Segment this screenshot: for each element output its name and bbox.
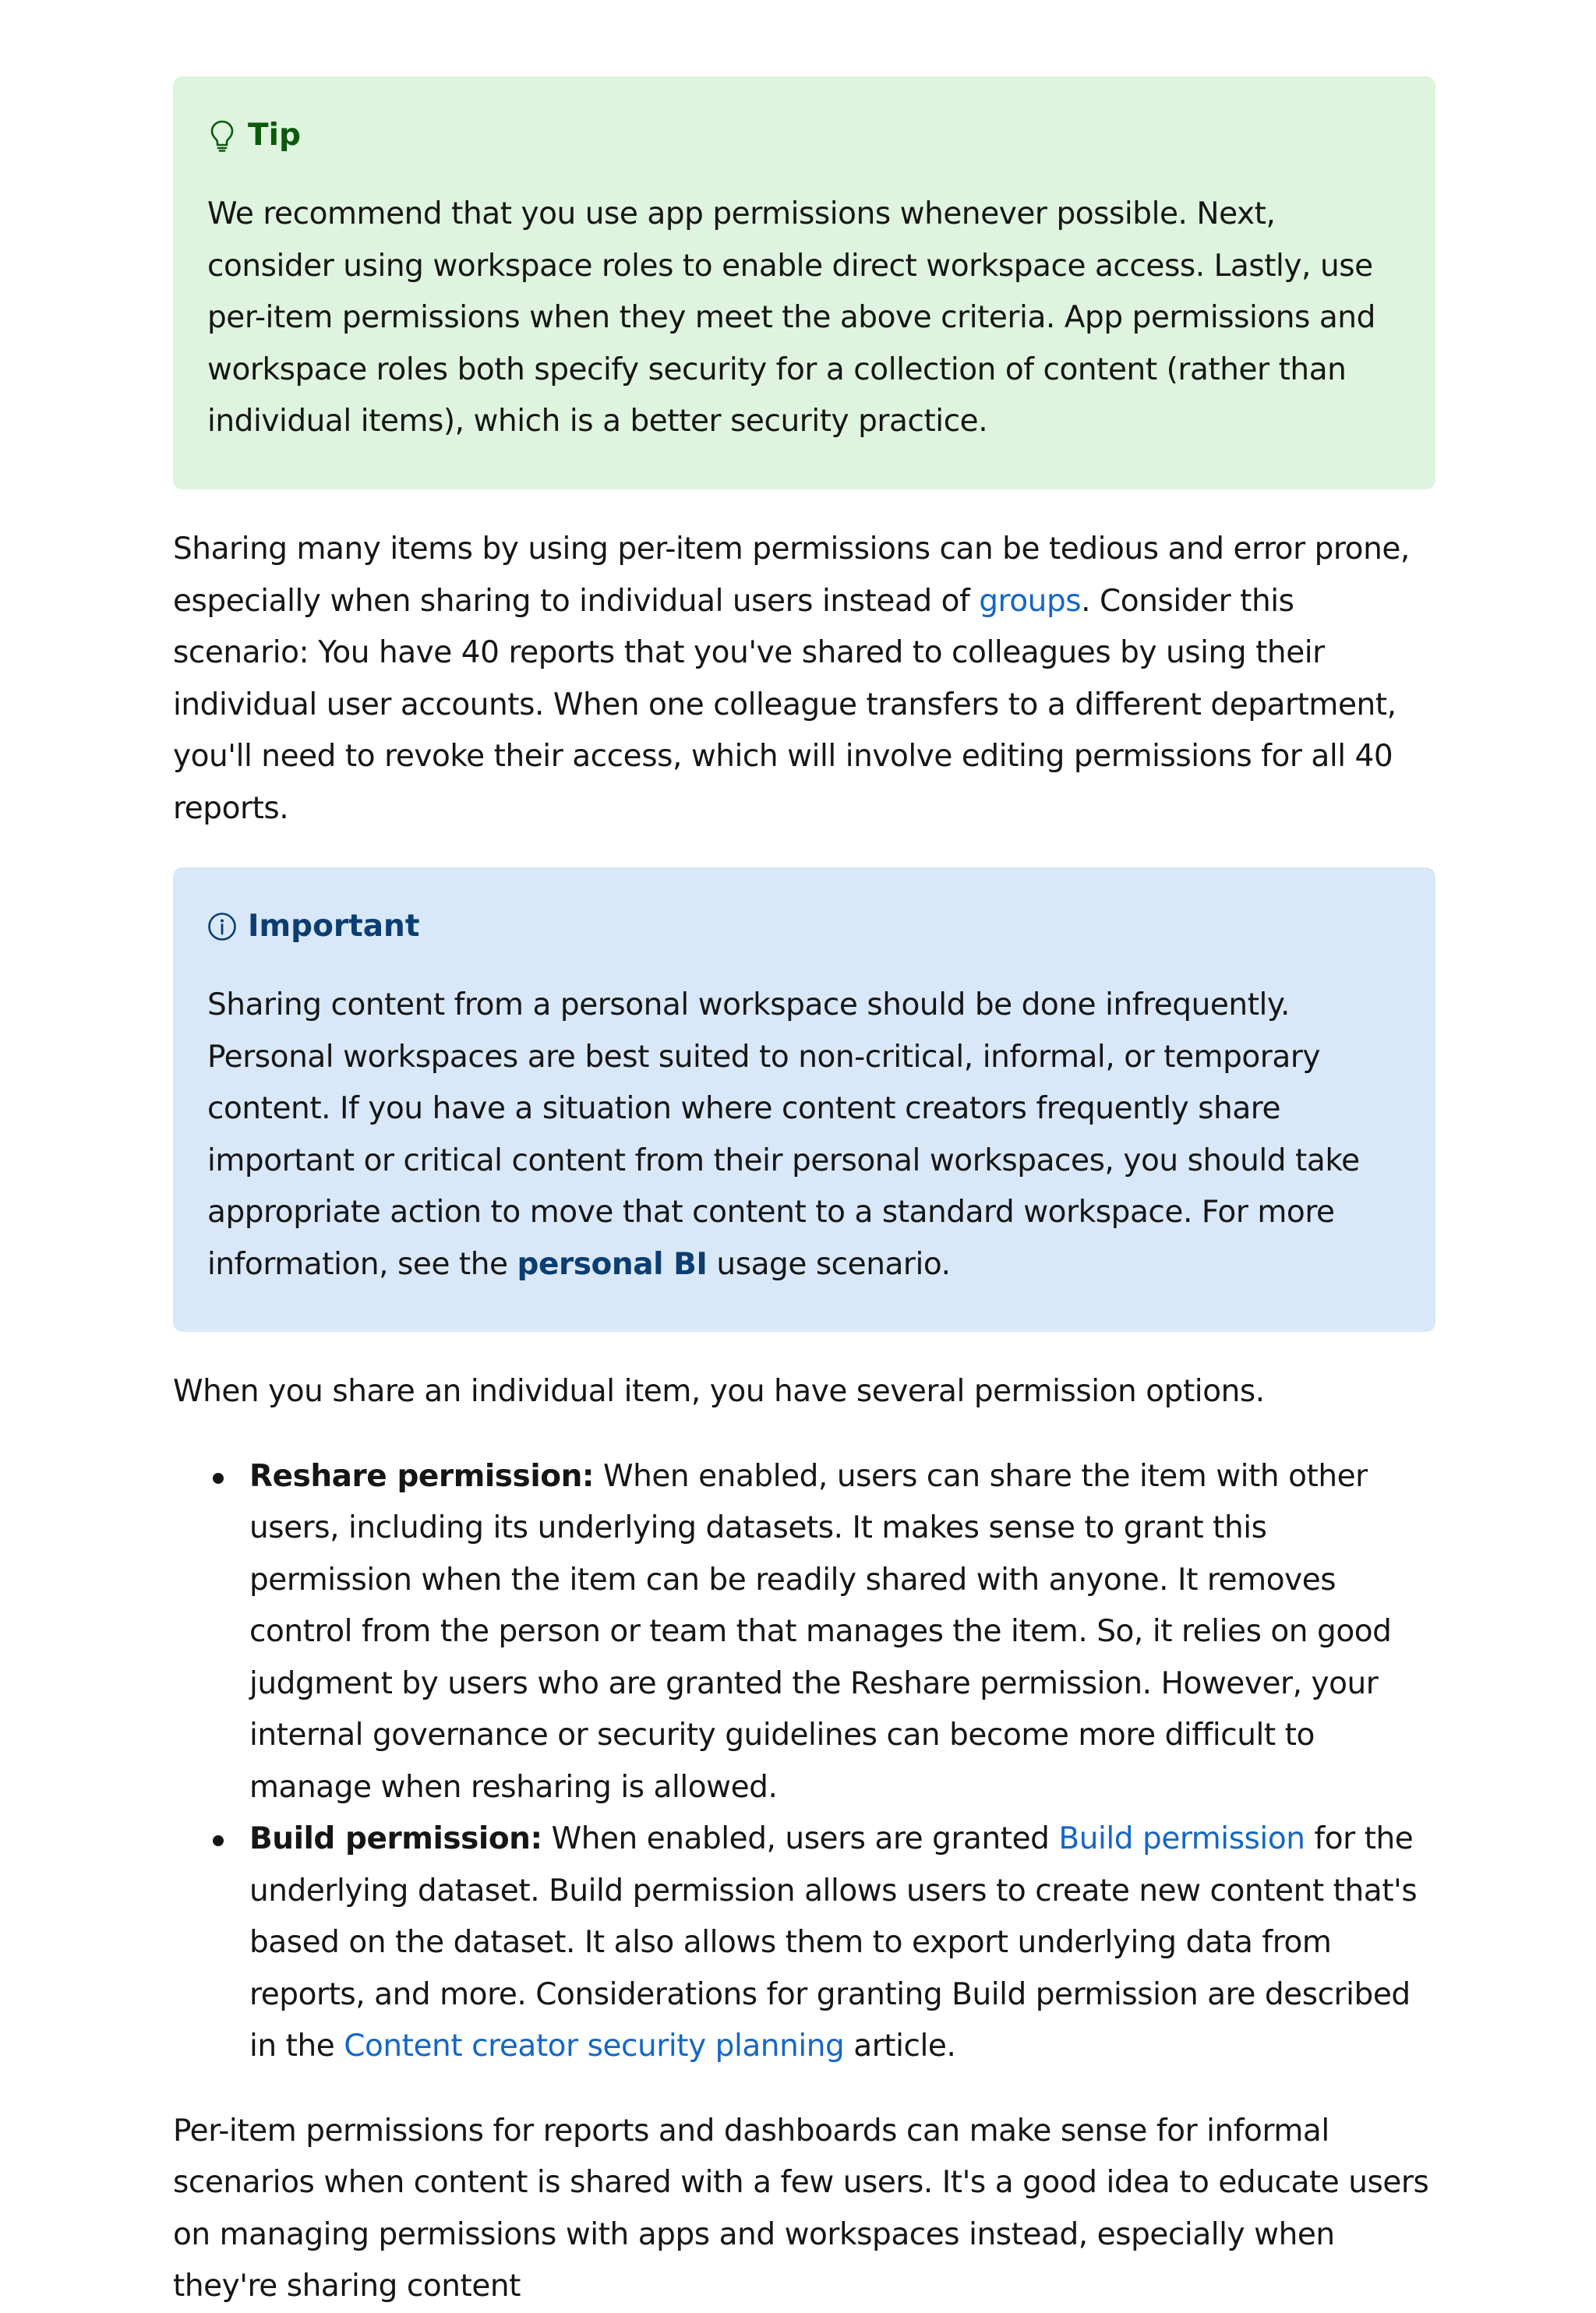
paragraph-per-item-permissions: Per-item permissions for reports and dashboards can make sense for informal scenarios when content is shared with a few users. It's a good idea to educate users on managing permissions with apps and workspaces instead, especially when they're sharing content xyxy=(173,2113,1429,2304)
tip-body: We recommend that you use app permissions whenever possible. Next, consider using workspace roles to enable direct workspace access. Lastly, use per-item permissions when they meet the above criteria. App permissions and workspace roles both specify security for a collection of content (rather than individual items), which is a better security practice. xyxy=(207,196,1375,439)
article-content xyxy=(173,76,1435,2313)
tip-callout xyxy=(173,76,1435,489)
groups-link[interactable]: groups xyxy=(979,583,1082,619)
important-body xyxy=(207,980,1401,1291)
important-text: Sharing content from a personal workspace should be done infrequently. Personal workspaces are best suited to non-critical, informal, or temporary content. If you have a situation where content creators frequently share important or critical content from their personal workspaces, you should take appropriate action to move that content to a standard workspace. For more information, see the xyxy=(207,987,1360,1282)
paragraph-permission-options: When you share an individual item, you have several permission options. xyxy=(173,1374,1265,1409)
paragraph-sharing-items xyxy=(173,524,1435,835)
build-permission-link[interactable]: Build permission xyxy=(1058,1821,1305,1856)
important-title: Important xyxy=(248,909,420,944)
build-text: for the underlying dataset. Build permission allows users to create new content that's based on the dataset. It also allows them to export underlying data from reports, and more. Considerations for granting Build permission are described in the xyxy=(249,1821,1418,2064)
important-callout-header xyxy=(207,905,1401,948)
list-item-build xyxy=(249,1813,1435,2073)
build-text: When enabled, users are granted xyxy=(542,1821,1059,1856)
build-label: Build permission: xyxy=(249,1821,542,1856)
lightbulb-icon xyxy=(207,118,237,153)
permission-options-list xyxy=(173,1451,1435,2073)
content-creator-security-link[interactable]: Content creator security planning xyxy=(344,2029,845,2064)
info-circle-icon xyxy=(207,909,237,944)
important-callout xyxy=(173,867,1435,1332)
personal-bi-link[interactable]: personal BI xyxy=(517,1246,708,1282)
tip-title: Tip xyxy=(248,118,301,153)
reshare-text: When enabled, users can share the item with other users, including its underlying datasets. It makes sense to grant this permission when the item can be readily shared with anyone. It removes control from the person or team that manages the item. So, it relies on good judgment by users who are granted the Reshare permission. However, your internal governance or security guidelines can become more difficult to manage when resharing is allowed. xyxy=(249,1458,1392,1805)
reshare-label: Reshare permission: xyxy=(249,1458,595,1494)
important-text: usage scenario. xyxy=(707,1246,951,1282)
build-text: article. xyxy=(844,2029,956,2064)
list-item-reshare xyxy=(249,1451,1435,1814)
paragraph-text: . Consider this scenario: You have 40 reports that you've shared to colleagues by using their individual user accounts. When one colleague transfers to a different department, you'll need to revoke their access, which will involve editing permissions for all 40 reports. xyxy=(173,583,1396,826)
paragraph-text: Sharing many items by using per-item permissions can be tedious and error prone, especially when sharing to individual users instead of xyxy=(173,531,1410,619)
tip-callout-header xyxy=(207,114,1401,157)
